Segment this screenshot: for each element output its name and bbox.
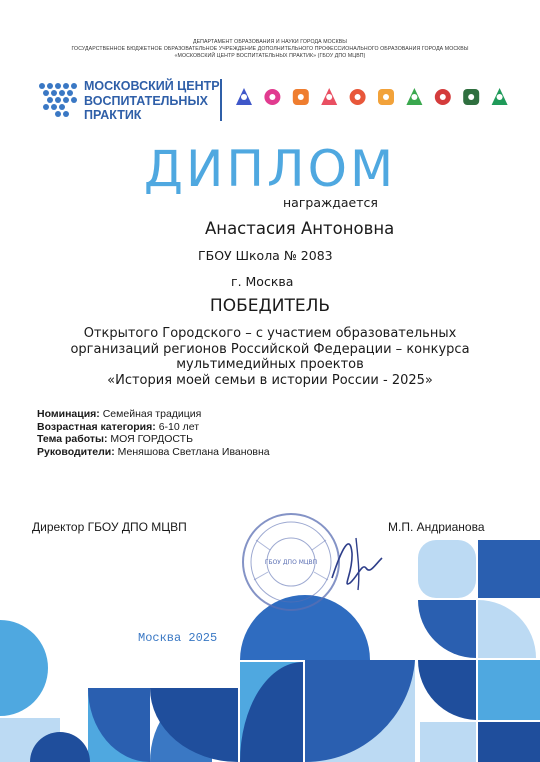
- contest-line-4: «История моей семьи в истории России - 2025»: [107, 372, 433, 388]
- program-icons: [234, 86, 518, 108]
- logo-separator: [220, 79, 222, 121]
- logo-line-3: ПРАКТИК: [84, 108, 142, 122]
- work-row: [37, 433, 193, 446]
- program-icons-svg: [234, 86, 518, 108]
- lead-row: [37, 446, 270, 459]
- contest-description: [0, 326, 540, 388]
- lead-value: Меняшова Светлана Ивановна: [117, 445, 270, 458]
- header-department: ДЕПАРТАМЕНТ ОБРАЗОВАНИЯ И НАУКИ ГОРОДА МОСКВЫ: [193, 39, 347, 45]
- star-icon: [435, 89, 451, 105]
- network-icon: [463, 89, 479, 105]
- school-name: ГБОУ Школа № 2083: [198, 248, 333, 263]
- awarded-text: награждается: [283, 195, 378, 210]
- handwritten-signature: [322, 528, 392, 598]
- age-row: [37, 421, 199, 434]
- work-value: МОЯ ГОРДОСТЬ: [110, 433, 193, 445]
- diploma-title: ДИПЛОМ: [143, 140, 397, 198]
- chat-icon: [293, 89, 309, 105]
- contest-line-2: организаций регионов Российской Федерации – конкурса: [70, 341, 470, 357]
- ruble-icon: [492, 88, 508, 105]
- footer-city-year: Москва 2025: [138, 631, 218, 645]
- header-institution: ГОСУДАРСТВЕННОЕ БЮДЖЕТНОЕ ОБРАЗОВАТЕЛЬНОЕ УЧРЕЖДЕНИЕ ДОПОЛНИТЕЛЬНОГО ПРОФЕССИОНАЛЬНОГО ОБРАЗОВАНИЯ ГОРОДА МОСКВЫ: [71, 46, 469, 52]
- nomination-value: Семейная традиция: [102, 408, 202, 420]
- recipient-name: Анастасия Антоновна: [205, 219, 395, 238]
- logo-mark-icon: [36, 80, 80, 120]
- contest-line-3: мультимедийных проектов: [176, 357, 364, 372]
- work-label: Тема работы:: [37, 433, 108, 445]
- age-value: 6-10 лет: [158, 420, 200, 433]
- museum-icon: [350, 89, 366, 105]
- city: г. Москва: [231, 274, 294, 289]
- logo-text: [84, 79, 224, 123]
- nomination-row: [37, 408, 201, 421]
- age-label: Возрастная категория:: [37, 420, 156, 433]
- contest-line-1: Открытого Городского – с участием образовательных: [83, 326, 457, 341]
- header-short-name: «МОСКОВСКИЙ ЦЕНТР ВОСПИТАТЕЛЬНЫХ ПРАКТИК» (ГБОУ ДПО МЦВП): [174, 53, 366, 59]
- send-icon: [236, 88, 252, 105]
- director-position: Директор ГБОУ ДПО МЦВП: [32, 520, 187, 534]
- logo-line-2: ВОСПИТАТЕЛЬНЫХ: [84, 93, 209, 108]
- lead-label: Руководители:: [37, 445, 115, 458]
- stamp-text: ГБОУ ДПО МЦВП: [264, 559, 318, 566]
- play-icon: [406, 88, 422, 105]
- director-name: М.П. Андрианова: [388, 520, 485, 534]
- trophy-icon: [321, 88, 337, 105]
- nomination-label: Номинация:: [37, 408, 100, 420]
- gear-icon: [378, 89, 394, 105]
- logo-line-1: МОСКОВСКИЙ ЦЕНТР: [84, 79, 220, 93]
- winner-status: ПОБЕДИТЕЛЬ: [209, 296, 331, 316]
- flag-icon: [264, 89, 280, 105]
